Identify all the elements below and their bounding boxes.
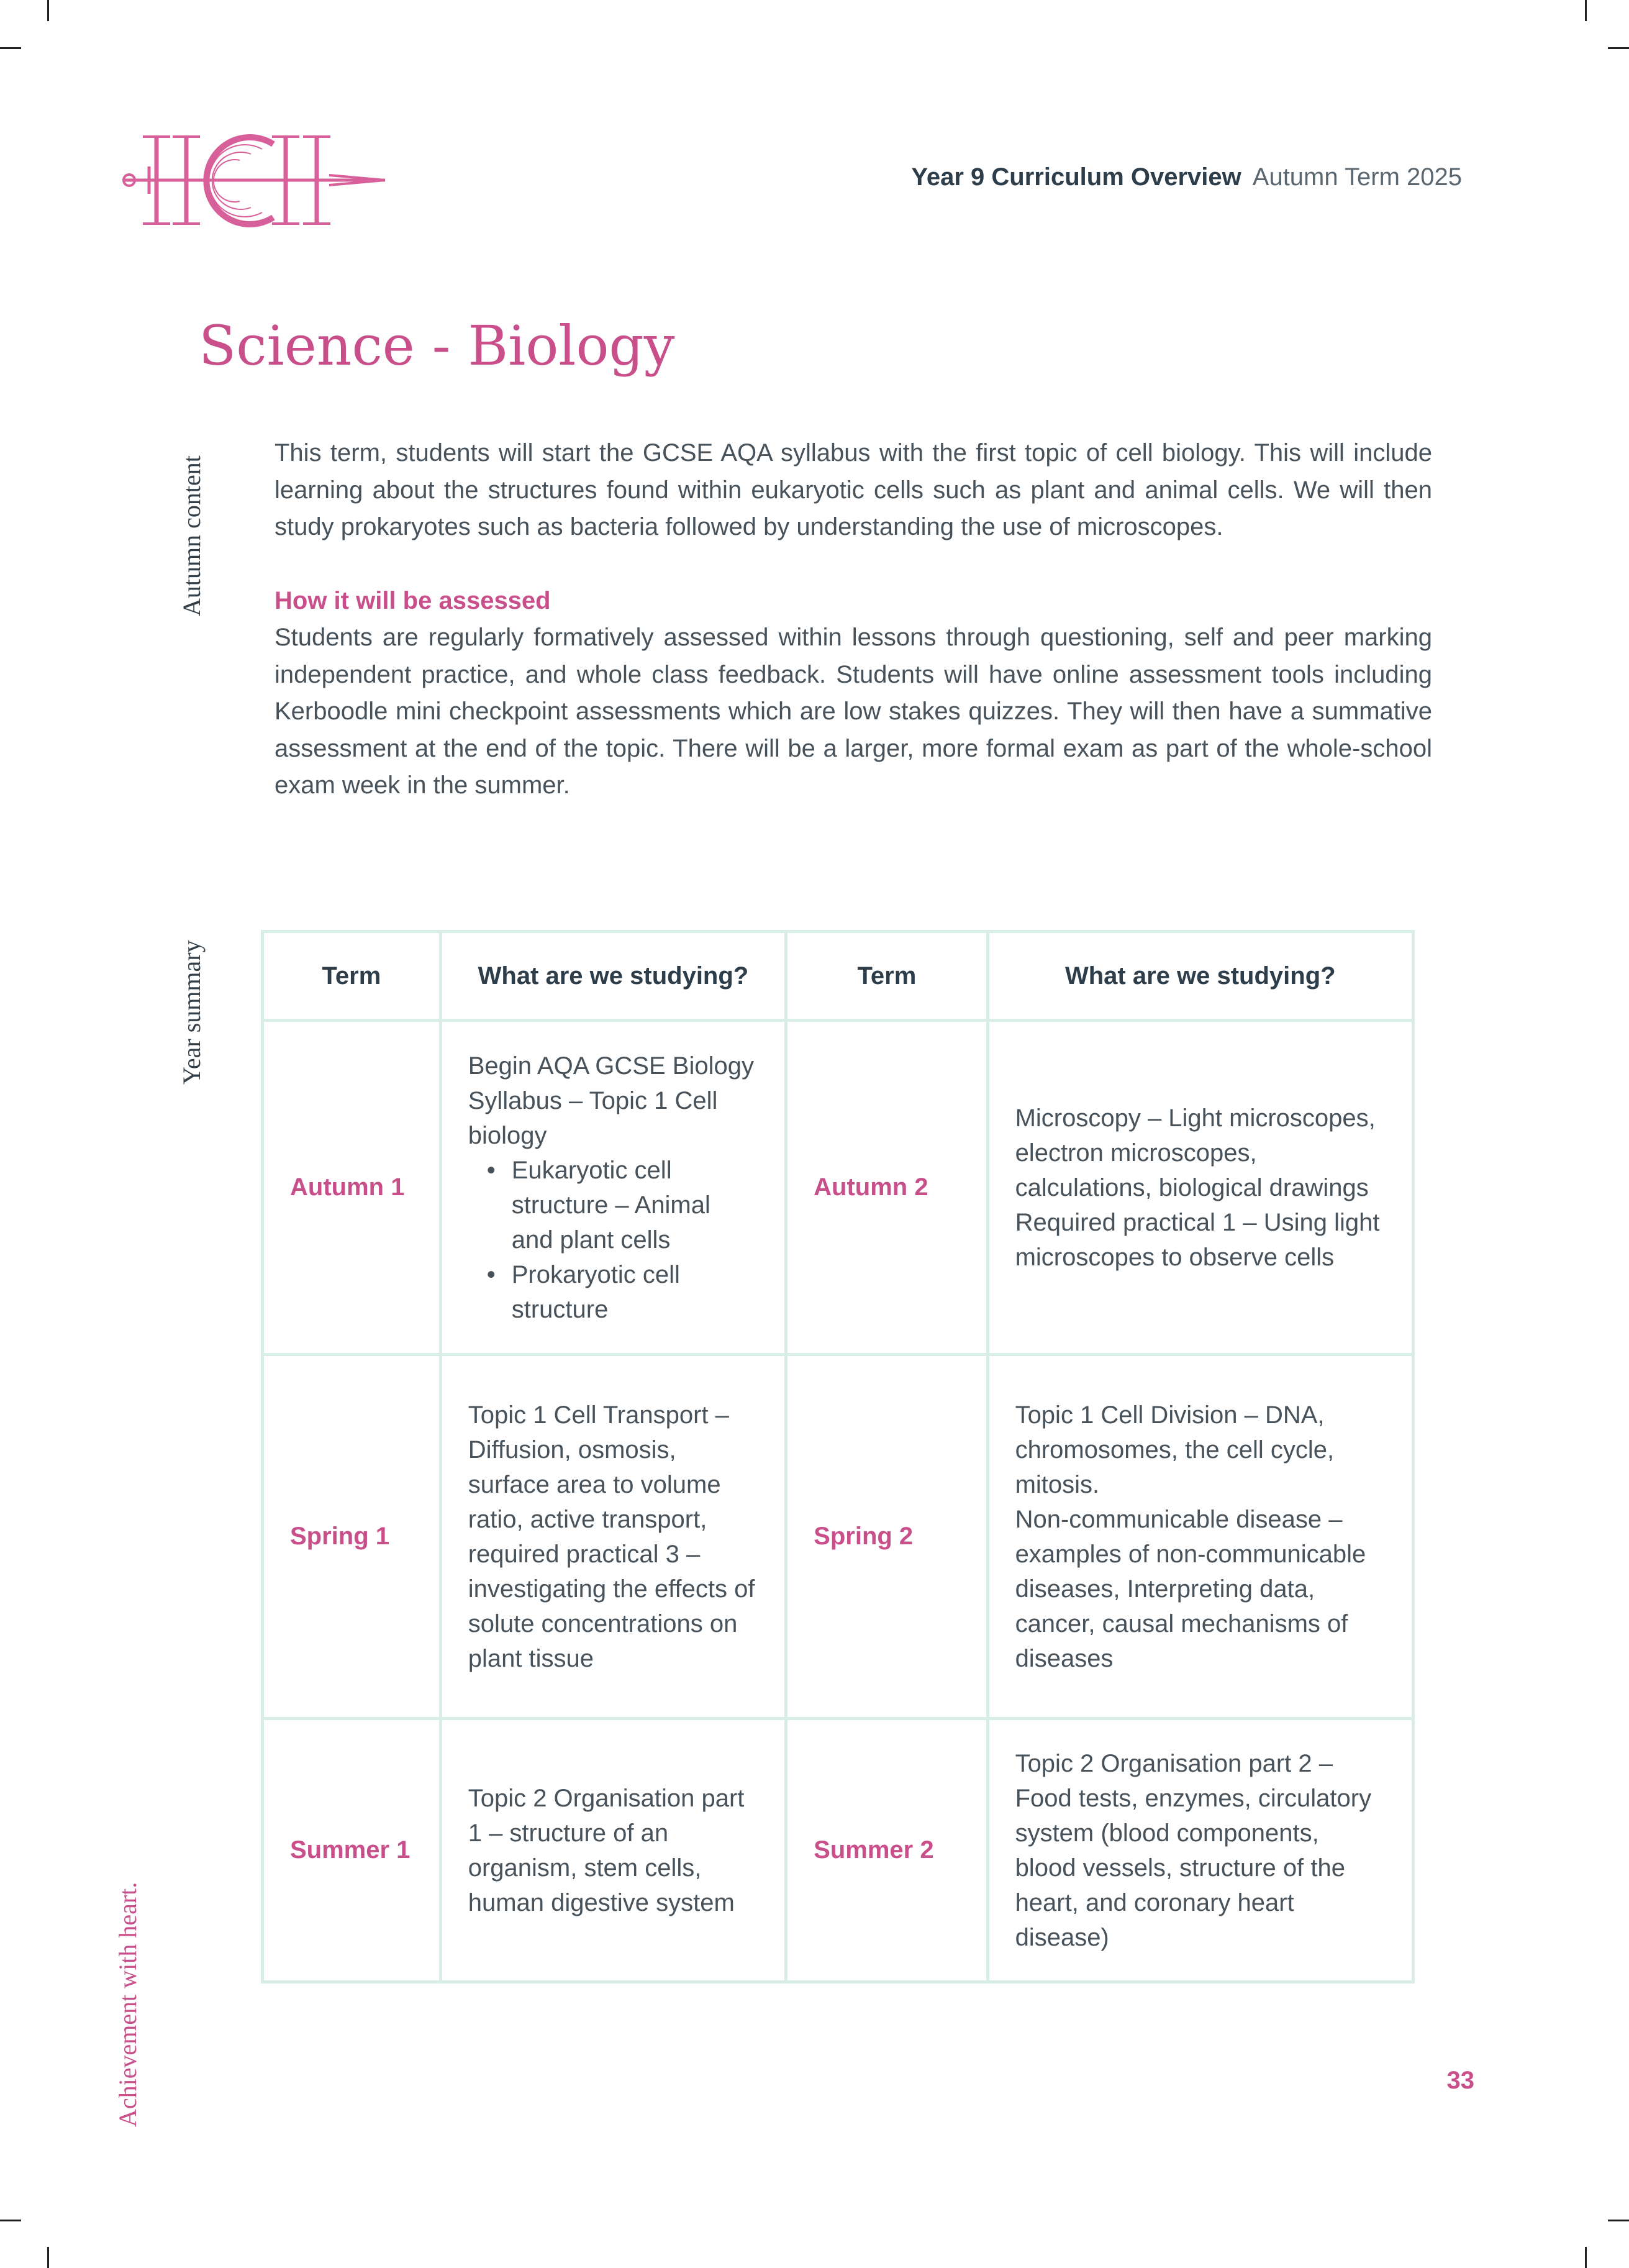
crop-mark (47, 0, 49, 21)
study-bullet-list (468, 1153, 758, 1327)
study-cell (987, 1719, 1413, 1982)
table-row (263, 1355, 1413, 1719)
tagline: Achievement with heart. (114, 1882, 142, 2127)
term-cell: Autumn 2 (786, 1021, 987, 1355)
column-header: What are we studying? (440, 932, 786, 1021)
header-term: Autumn Term 2025 (1252, 163, 1462, 191)
crop-mark (1608, 47, 1629, 49)
assessed-paragraph: Students are regularly formatively assessed within lessons through questioning, self and peer marking independent practice, and whole class feedback. Students will have online assessment tools including Kerboodle mini checkpoint assessments which are low stakes quizzes. They will then have a summative assessment at the end of the topic. There will be a larger, more formal exam as part of the whole-school exam week in the summer. (275, 624, 1432, 799)
year-summary-table (261, 930, 1415, 1983)
study-cell (987, 1355, 1413, 1719)
study-text: Non-communicable disease – examples of non-communicable diseases, Interpreting data, cancer, causal mechanisms of diseases (1015, 1505, 1366, 1672)
column-header: Term (786, 932, 987, 1021)
study-text: Required practical 1 – Using light microscopes to observe cells (1015, 1208, 1380, 1271)
study-text: Begin AQA GCSE Biology Syllabus – Topic 1 Cell biology (468, 1052, 754, 1149)
crop-mark (0, 47, 21, 49)
study-text: Topic 1 Cell Transport – Diffusion, osmosis, surface area to volume ratio, active transport, required practical 3 – investigating the effects of solute concentrations on plant tissue (468, 1401, 755, 1672)
table-row (263, 1719, 1413, 1982)
page-title: Science - Biology (199, 314, 675, 378)
assessed-heading: How it will be assessed (275, 586, 551, 614)
crop-mark (1585, 2247, 1587, 2268)
study-text: Topic 2 Organisation part 1 – structure of an organism, stem cells, human digestive system (468, 1784, 745, 1916)
study-cell (440, 1021, 786, 1355)
crop-mark (47, 2247, 49, 2268)
study-cell (987, 1021, 1413, 1355)
study-cell (440, 1355, 786, 1719)
intro-section (275, 435, 1432, 804)
study-text: Topic 2 Organisation part 2 – Food tests, enzymes, circulatory system (blood components, blood vessels, structure of the heart, and coronary heart disease) (1015, 1749, 1372, 1951)
side-label-autumn-content: Autumn content (178, 455, 206, 616)
crop-mark (0, 2220, 21, 2221)
study-cell (440, 1719, 786, 1982)
term-cell: Spring 2 (786, 1355, 987, 1719)
table-header-row (263, 932, 1413, 1021)
column-header: What are we studying? (987, 932, 1413, 1021)
intro-paragraph: This term, students will start the GCSE AQA syllabus with the first topic of cell biology. This will include learning about the structures found within eukaryotic cells such as plant and animal cells. We will then study prokaryotes such as bacteria followed by understanding the use of microscopes. (275, 439, 1432, 540)
crop-mark (1585, 0, 1587, 21)
list-item: • Eukaryotic cell structure – Animal and plant cells (487, 1153, 758, 1257)
side-label-year-summary: Year summary (178, 940, 206, 1085)
table-row (263, 1021, 1413, 1355)
term-cell: Spring 1 (263, 1355, 441, 1719)
page-number: 33 (1446, 2067, 1474, 2094)
term-cell: Autumn 1 (263, 1021, 441, 1355)
term-cell: Summer 1 (263, 1719, 441, 1982)
study-text: Microscopy – Light microscopes, electron microscopes, calculations, biological drawings (1015, 1104, 1376, 1201)
header (911, 163, 1462, 191)
school-logo (118, 130, 391, 230)
term-cell: Summer 2 (786, 1719, 987, 1982)
study-text: Topic 1 Cell Division – DNA, chromosomes, the cell cycle, mitosis. (1015, 1401, 1335, 1498)
column-header: Term (263, 932, 441, 1021)
crop-mark (1608, 2220, 1629, 2221)
header-title: Year 9 Curriculum Overview (911, 163, 1241, 191)
list-item: • Prokaryotic cell structure (487, 1257, 758, 1327)
